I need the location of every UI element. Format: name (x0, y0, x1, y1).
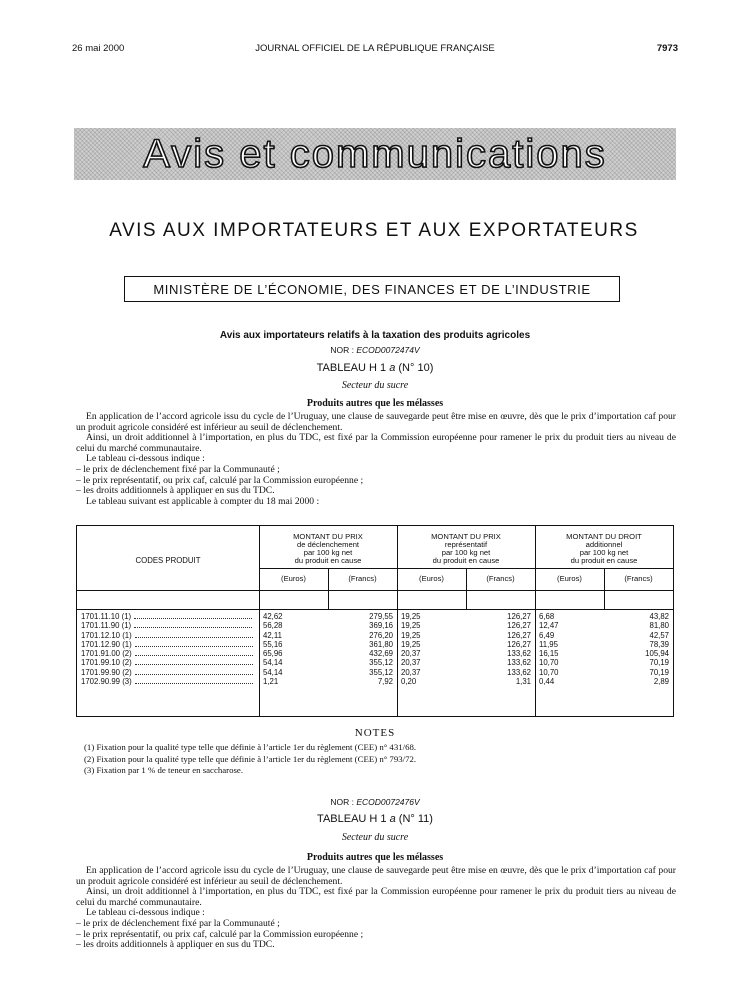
table-row-code: 1701.12.90 (1) (81, 640, 253, 649)
list-item: – le prix représentatif, ou prix caf, calculé par la Commission européenne ; (76, 928, 364, 940)
secteur-heading: Secteur du sucre (341, 380, 409, 391)
tableau-prefix: TABLEAU H 1 (317, 813, 387, 825)
col-declenchement-euros: 42,62 56,28 42,11 55,16 65,96 54,14 54,14 1,21 (263, 612, 283, 687)
table-row-code: 1701.99.90 (2) (81, 668, 253, 677)
notes-title: NOTES (354, 727, 396, 739)
produits-heading: Produits autres que les mélasses (306, 398, 444, 409)
tariff-table (76, 525, 674, 717)
table-row-code: 1701.12.10 (1) (81, 631, 253, 640)
group-header-declenchement: MONTANT DU PRIX de déclenchement par 100 kg net du produit en cause (293, 532, 363, 565)
nor-reference (74, 797, 676, 807)
nor-reference (74, 345, 676, 355)
col-droit-euros: 6,68 12,47 6,49 11,95 16,15 10,70 10,70 0,44 (539, 612, 559, 687)
tableau-heading (74, 813, 676, 825)
table-row-code: 1701.99.10 (2) (81, 658, 253, 667)
col-declenchement-francs: 279,55 369,16 276,20 361,80 432,69 355,12 355,12 7,92 (369, 612, 393, 687)
table-row-code: 1702.90.99 (3) (81, 677, 253, 686)
paragraph: En application de l’accord agricole issu du cycle de l’Uruguay, une clause de sauvegarde peut être mise en œuvre, dès que le prix d’importation caf pour un produit agricole considéré est inférieur au seuil de déclenchement. (76, 411, 676, 433)
unit-francs: (Francs) (624, 574, 653, 583)
header-date: 26 mai 2000 (72, 43, 125, 54)
section-title: AVIS AUX IMPORTATEURS ET AUX EXPORTATEURS (109, 220, 639, 241)
tableau-heading (74, 362, 676, 374)
table-row-code: 1701.11.10 (1) (81, 612, 253, 621)
table-row-code: 1701.91.00 (2) (81, 649, 253, 658)
list-item: – le prix représentatif, ou prix caf, calculé par la Commission européenne ; (76, 474, 364, 486)
secteur-heading: Secteur du sucre (341, 832, 409, 843)
list-item: – le prix de déclenchement fixé par la Communauté ; (76, 463, 280, 475)
nor-label: NOR : (330, 797, 354, 807)
list-item: – les droits additionnels à appliquer en sus du TDC. (76, 939, 275, 951)
unit-francs: (Francs) (486, 574, 515, 583)
unit-euros: (Euros) (281, 574, 306, 583)
ministry-box: MINISTÈRE DE L’ÉCONOMIE, DES FINANCES ET DE L’INDUSTRIE (124, 276, 620, 302)
nor-code: ECOD0072474V (356, 345, 420, 355)
paragraph: Le tableau ci-dessous indique : (86, 453, 205, 465)
notes-list (84, 742, 674, 777)
section-banner (74, 128, 676, 180)
codes-column-header: CODES PRODUIT (135, 556, 201, 565)
paragraph: Ainsi, un droit additionnel à l’importation, en plus du TDC, est fixé par la Commission européenne pour ramener le prix du produit tiers au niveau de celui du marché communautaire. (76, 432, 676, 454)
table-row-code: 1701.11.90 (1) (81, 621, 253, 630)
list-item: – le prix de déclenchement fixé par la Communauté ; (76, 917, 280, 929)
note-item: (1) Fixation pour la qualité type telle que définie à l’article 1er du règlement (CEE) n° 431/68. (84, 742, 417, 752)
tableau-number: (N° 11) (398, 813, 433, 825)
paragraph: Ainsi, un droit additionnel à l’importation, en plus du TDC, est fixé par la Commission européenne pour ramener le prix du produit tiers au niveau de celui du marché communautaire. (76, 886, 676, 908)
tableau-letter: a (389, 813, 396, 825)
notice-body (76, 412, 676, 507)
unit-euros: (Euros) (419, 574, 444, 583)
nor-code: ECOD0072476V (356, 797, 420, 807)
col-representatif-euros: 19,25 19,25 19,25 19,25 20,37 20,37 20,37 0,20 (401, 612, 421, 687)
banner-title: Avis et communications (143, 132, 607, 176)
nor-label: NOR : (330, 345, 354, 355)
paragraph: En application de l’accord agricole issu du cycle de l’Uruguay, une clause de sauvegarde peut être mise en œuvre, dès que le prix d’importation caf pour un produit agricole considéré est inférieur au seuil de déclenchement. (76, 865, 676, 887)
note-item: (2) Fixation pour la qualité type telle que définie à l’article 1er du règlement (CEE) n° 793/72. (84, 753, 417, 764)
paragraph: Le tableau ci-dessous indique : (86, 907, 205, 919)
produits-heading: Produits autres que les mélasses (306, 852, 444, 863)
notice-title: Avis aux importateurs relatifs à la taxation des produits agricoles (219, 330, 531, 341)
paragraph: Le tableau suivant est applicable à compter du 18 mai 2000 : (86, 495, 320, 507)
col-droit-francs: 43,82 81,80 42,57 78,39 105,94 70,19 70,19 2,89 (645, 612, 669, 687)
header-journal-title: JOURNAL OFFICIEL DE LA RÉPUBLIQUE FRANÇAISE (255, 43, 495, 54)
header-page-number: 7973 (656, 43, 678, 54)
tableau-letter: a (389, 362, 396, 374)
group-header-representatif: MONTANT DU PRIX représentatif par 100 kg net du produit en cause (431, 532, 501, 565)
notice-body (76, 866, 676, 951)
note-item: (3) Fixation par 1 % de teneur en saccharose. (84, 765, 244, 776)
list-item: – les droits additionnels à appliquer en sus du TDC. (76, 485, 275, 497)
group-header-droit: MONTANT DU DROIT additionnel par 100 kg net du produit en cause (566, 532, 642, 565)
unit-euros: (Euros) (557, 574, 582, 583)
product-codes-column (81, 612, 253, 686)
unit-francs: (Francs) (348, 574, 377, 583)
running-header (72, 43, 678, 57)
col-representatif-francs: 126,27 126,27 126,27 126,27 133,62 133,62 133,62 1,31 (507, 612, 531, 687)
tableau-prefix: TABLEAU H 1 (316, 362, 387, 374)
tableau-number: (N° 10) (398, 362, 434, 374)
